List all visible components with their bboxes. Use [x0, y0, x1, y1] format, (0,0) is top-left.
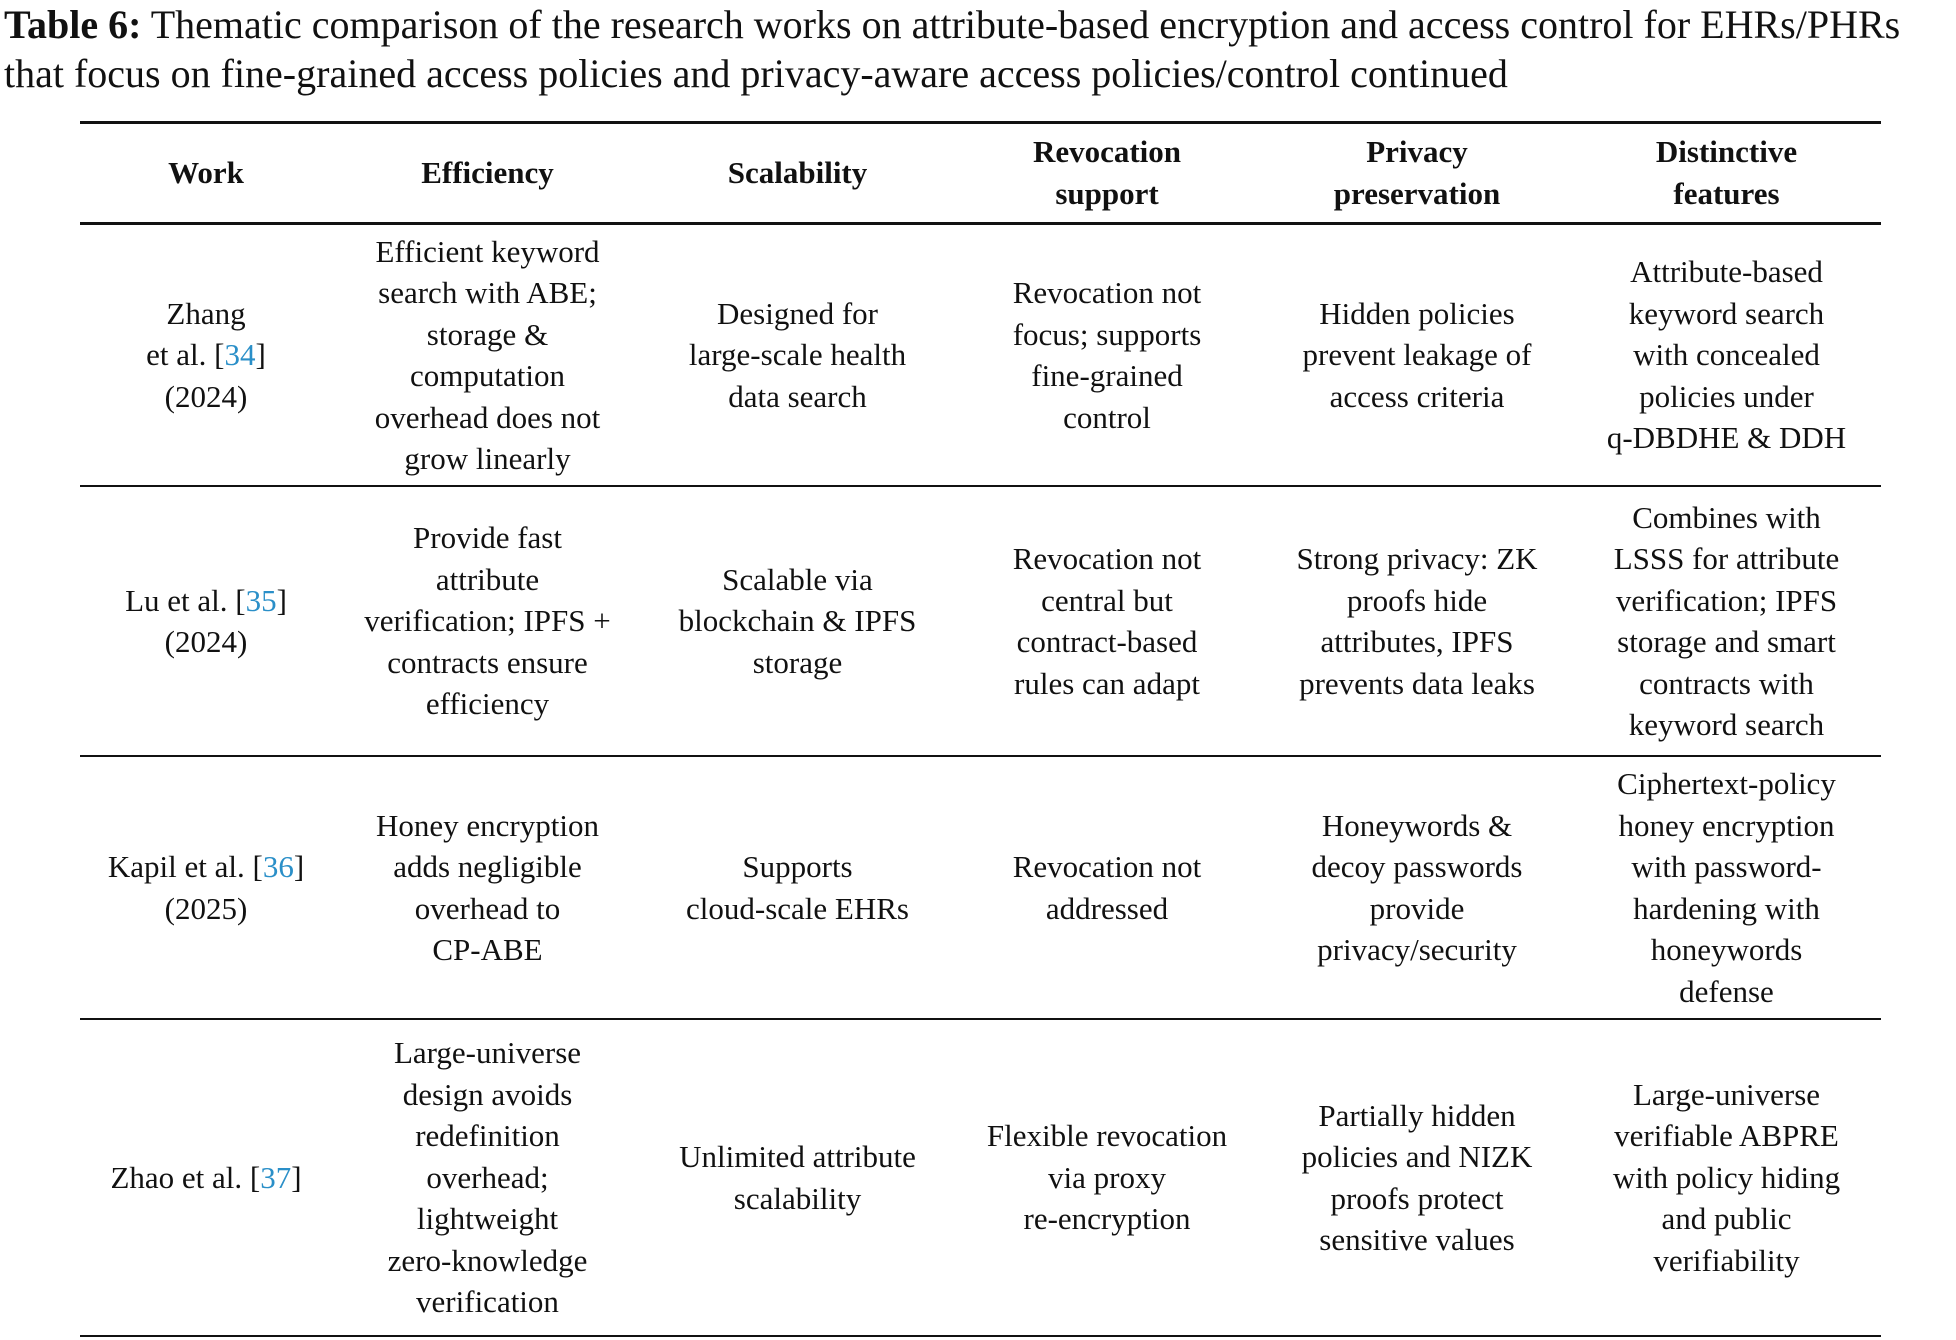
citation-link[interactable]: 36 [262, 849, 294, 884]
cell-work [80, 756, 332, 1019]
header-scalability: Scalability [727, 155, 868, 190]
table-caption [4, 0, 1954, 98]
table-body [80, 224, 1881, 1337]
citation-link[interactable]: 37 [260, 1159, 292, 1195]
cell-efficiency: Honey encryption adds negligible overhead to CP-ABE [376, 807, 599, 967]
cell-efficiency: Provide fast attribute verification; IPFS + contracts ensure efficiency [364, 520, 611, 722]
table-row [80, 486, 1881, 756]
work-text: Zhang et al. [ [146, 295, 246, 373]
work-year: ] [291, 1159, 302, 1195]
cell-distinctive: Attribute-based keyword search with concealed policies under q-DBDHE & DDH [1606, 254, 1847, 456]
cell-revocation: Revocation not addressed [1012, 849, 1202, 926]
cell-privacy: Hidden policies prevent leakage of access criteria [1302, 295, 1532, 414]
header-row [80, 123, 1881, 224]
work-year: ] (2024) [164, 337, 266, 414]
cell-distinctive: Large-universe verifiable ABPRE with policy hiding and public verifiability [1612, 1076, 1841, 1278]
cell-revocation: Revocation not central but contract-based rules can adapt [1012, 541, 1202, 701]
work-text: Zhao et al. [ [110, 1159, 261, 1195]
cell-distinctive: Combines with LSSS for attribute verification; IPFS storage and smart contracts with keyword search [1613, 499, 1840, 742]
cell-efficiency: Efficient keyword search with ABE; storage & computation overhead does not grow linearly [374, 233, 601, 476]
header-efficiency: Efficiency [421, 155, 554, 190]
cell-work [80, 1019, 332, 1336]
comparison-table [80, 121, 1881, 1337]
header-revocation: Revocation support [1032, 134, 1182, 211]
cell-revocation: Flexible revocation via proxy re-encryption [986, 1118, 1228, 1237]
header-privacy: Privacy preservation [1333, 134, 1501, 211]
table-row [80, 1019, 1881, 1336]
citation-link[interactable]: 35 [245, 582, 277, 618]
cell-revocation: Revocation not focus; supports fine-grained control [1012, 275, 1202, 435]
cell-scalability: Unlimited attribute scalability [679, 1139, 916, 1216]
cell-scalability: Scalable via blockchain & IPFS storage [678, 561, 917, 680]
table-row [80, 756, 1881, 1019]
cell-scalability: Designed for large-scale health data search [688, 295, 907, 414]
header-work: Work [168, 155, 244, 190]
cell-privacy: Partially hidden policies and NIZK proofs protect sensitive values [1301, 1097, 1533, 1257]
work-text: Kapil et al. [ [107, 849, 263, 884]
work-year: ] (2025) [164, 849, 305, 926]
header-distinctive: Distinctive features [1655, 134, 1798, 211]
cell-efficiency: Large-universe design avoids redefinition overhead; lightweight zero-knowledge verification [387, 1035, 588, 1320]
comparison-table-container [80, 121, 1881, 1337]
work-year: ] (2024) [164, 582, 287, 659]
citation-link[interactable]: 34 [224, 337, 256, 373]
table-header [80, 123, 1881, 224]
cell-privacy: Strong privacy: ZK proofs hide attributes, IPFS prevents data leaks [1296, 541, 1538, 701]
caption-label: Table 6: [4, 2, 142, 47]
work-text: Lu et al. [ [125, 582, 246, 618]
cell-scalability: Supports cloud-scale EHRs [686, 849, 909, 926]
cell-work [80, 224, 332, 487]
cell-distinctive: Ciphertext-policy honey encryption with password- hardening with honeywords defense [1617, 766, 1836, 1009]
cell-privacy: Honeywords & decoy passwords provide privacy/security [1311, 807, 1523, 967]
caption-text: Thematic comparison of the research works on attribute-based encryption and access control for EHRs/PHRs that focus on fine-grained access policies and privacy-aware access policies/control continued [4, 2, 1901, 96]
cell-work [80, 486, 332, 756]
table-row [80, 224, 1881, 487]
